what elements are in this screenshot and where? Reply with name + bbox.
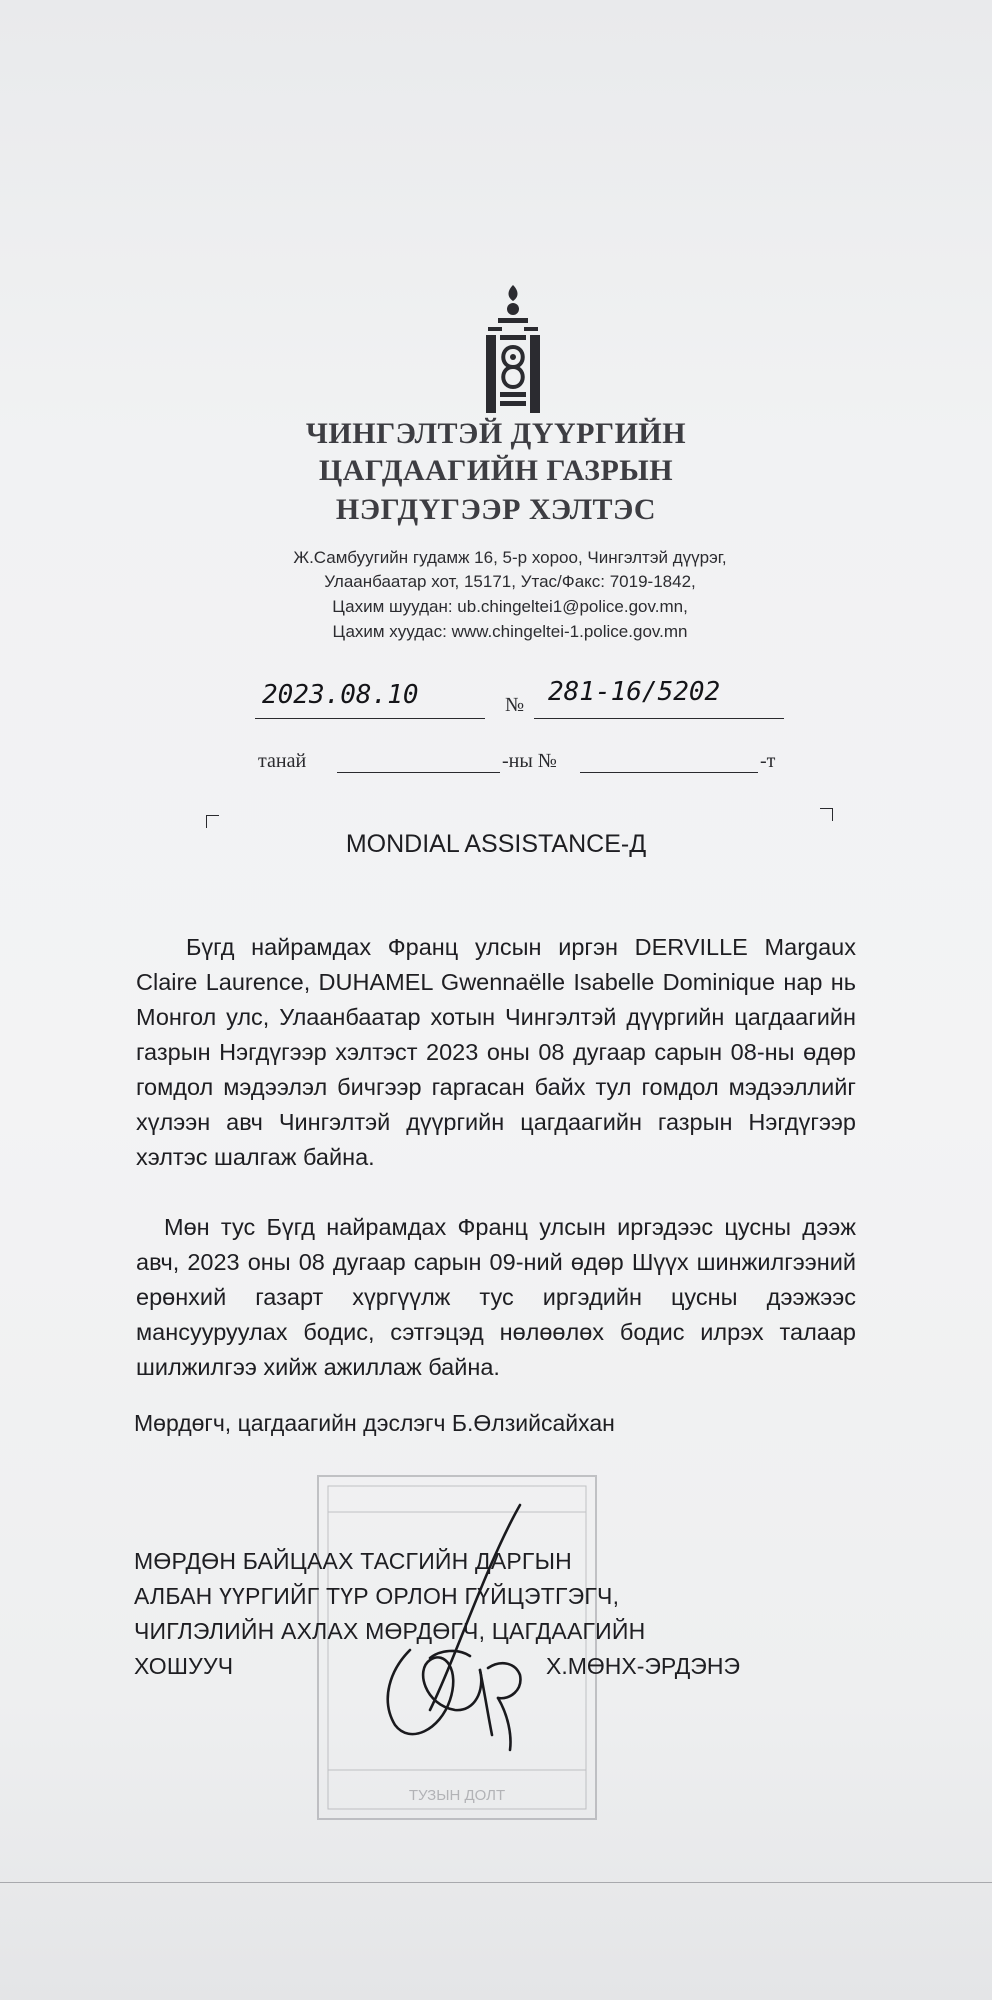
organization-line-1: ЧИНГЭЛТЭЙ ДҮҮРГИЙН: [305, 417, 687, 450]
signatory-title-line-3: ЧИГЛЭЛИЙН АХЛАХ МӨРДӨГЧ, ЦАГДААГИЙН: [134, 1618, 646, 1644]
address-line-2: Улаанбаатар хот, 15171, Утас/Факс: 7019-1842,: [324, 572, 696, 591]
reply-number-line: [580, 772, 758, 773]
letter-number: 281-16/5202: [548, 677, 721, 707]
signatory-title-line-1: МӨРДӨН БАЙЦААХ ТАСГИЙН ДАРГЫН: [134, 1548, 572, 1574]
body-paragraph-1: Бүгд найрамдах Франц улсын иргэн DERVILLE Margaux Claire Laurence, DUHAMEL Gwennaëlle Isabelle Dominique нар нь Монгол улс, Улаанбаатар хотын Чингэлтэй дүүргийн цагдаагийн газрын Нэгдүгээр хэлтэст 2023 оны 08 дугаар сарын 08-ны өдөр гомдол мэдээлэл бичгээр гаргасан байх тул гомдол мэдээллийг хүлээн авч Чингэлтэй дүүргийн цагдаагийн газрын Нэгдүгээр хэлтэс шалгаж байна.: [136, 934, 856, 1170]
handwritten-signature: [370, 1500, 550, 1760]
corner-mark-left: [206, 815, 219, 828]
corner-mark-right: [820, 808, 833, 821]
number-underline: [534, 718, 784, 719]
reply-middle: -ны №: [502, 750, 557, 772]
stamp-text: ТУЗЫН ДОЛТ: [408, 1787, 506, 1804]
investigator-line: Мөрдөгч, цагдаагийн дэслэгч Б.Өлзийсайхан: [134, 1410, 615, 1436]
address-website: Цахим хуудас: www.chingeltei-1.police.gov.mn: [332, 622, 688, 641]
page-bottom-edge: [0, 1882, 992, 1883]
reply-date-line: [337, 772, 500, 773]
address-line-1: Ж.Самбуугийн гудамж 16, 5-р хороо, Чингэлтэй дүүрэг,: [293, 548, 727, 567]
organization-line-2: ЦАГДААГИЙН ГАЗРЫН: [318, 454, 674, 487]
signatory-name: Х.МӨНХ-ЭРДЭНЭ: [546, 1653, 740, 1679]
reply-prefix: танай: [258, 750, 307, 772]
reply-suffix: -т: [760, 750, 776, 772]
date-underline: [255, 718, 485, 719]
signatory-title-line-4: ХОШУУЧ: [134, 1653, 234, 1679]
signatory-title-line-2: АЛБАН ҮҮРГИЙГ ТҮР ОРЛОН ГҮЙЦЭТГЭГЧ,: [134, 1583, 620, 1609]
number-sign: №: [505, 694, 525, 716]
body-paragraph-2: Мөн тус Бүгд найрамдах Франц улсын иргэдээс цусны дээж авч, 2023 оны 08 дугаар сарын 09-ний өдөр Шүүх шинжилгээний ерөнхий газарт хүргүүлж тус иргэдийн цусны дээжээс мансууруулах бодис, сэтгэцэд нөлөөлөх бодис илрэх талаар шилжилгээ хийж ажиллаж байна.: [136, 1214, 856, 1380]
state-emblem-icon: [476, 285, 550, 415]
letter-date: 2023.08.10: [262, 680, 419, 710]
organization-line-3: НЭГДҮГЭЭР ХЭЛТЭС: [335, 493, 657, 526]
address-email: Цахим шуудан: ub.chingeltei1@police.gov.mn,: [332, 597, 688, 616]
recipient: MONDIAL ASSISTANCE-Д: [345, 830, 647, 858]
